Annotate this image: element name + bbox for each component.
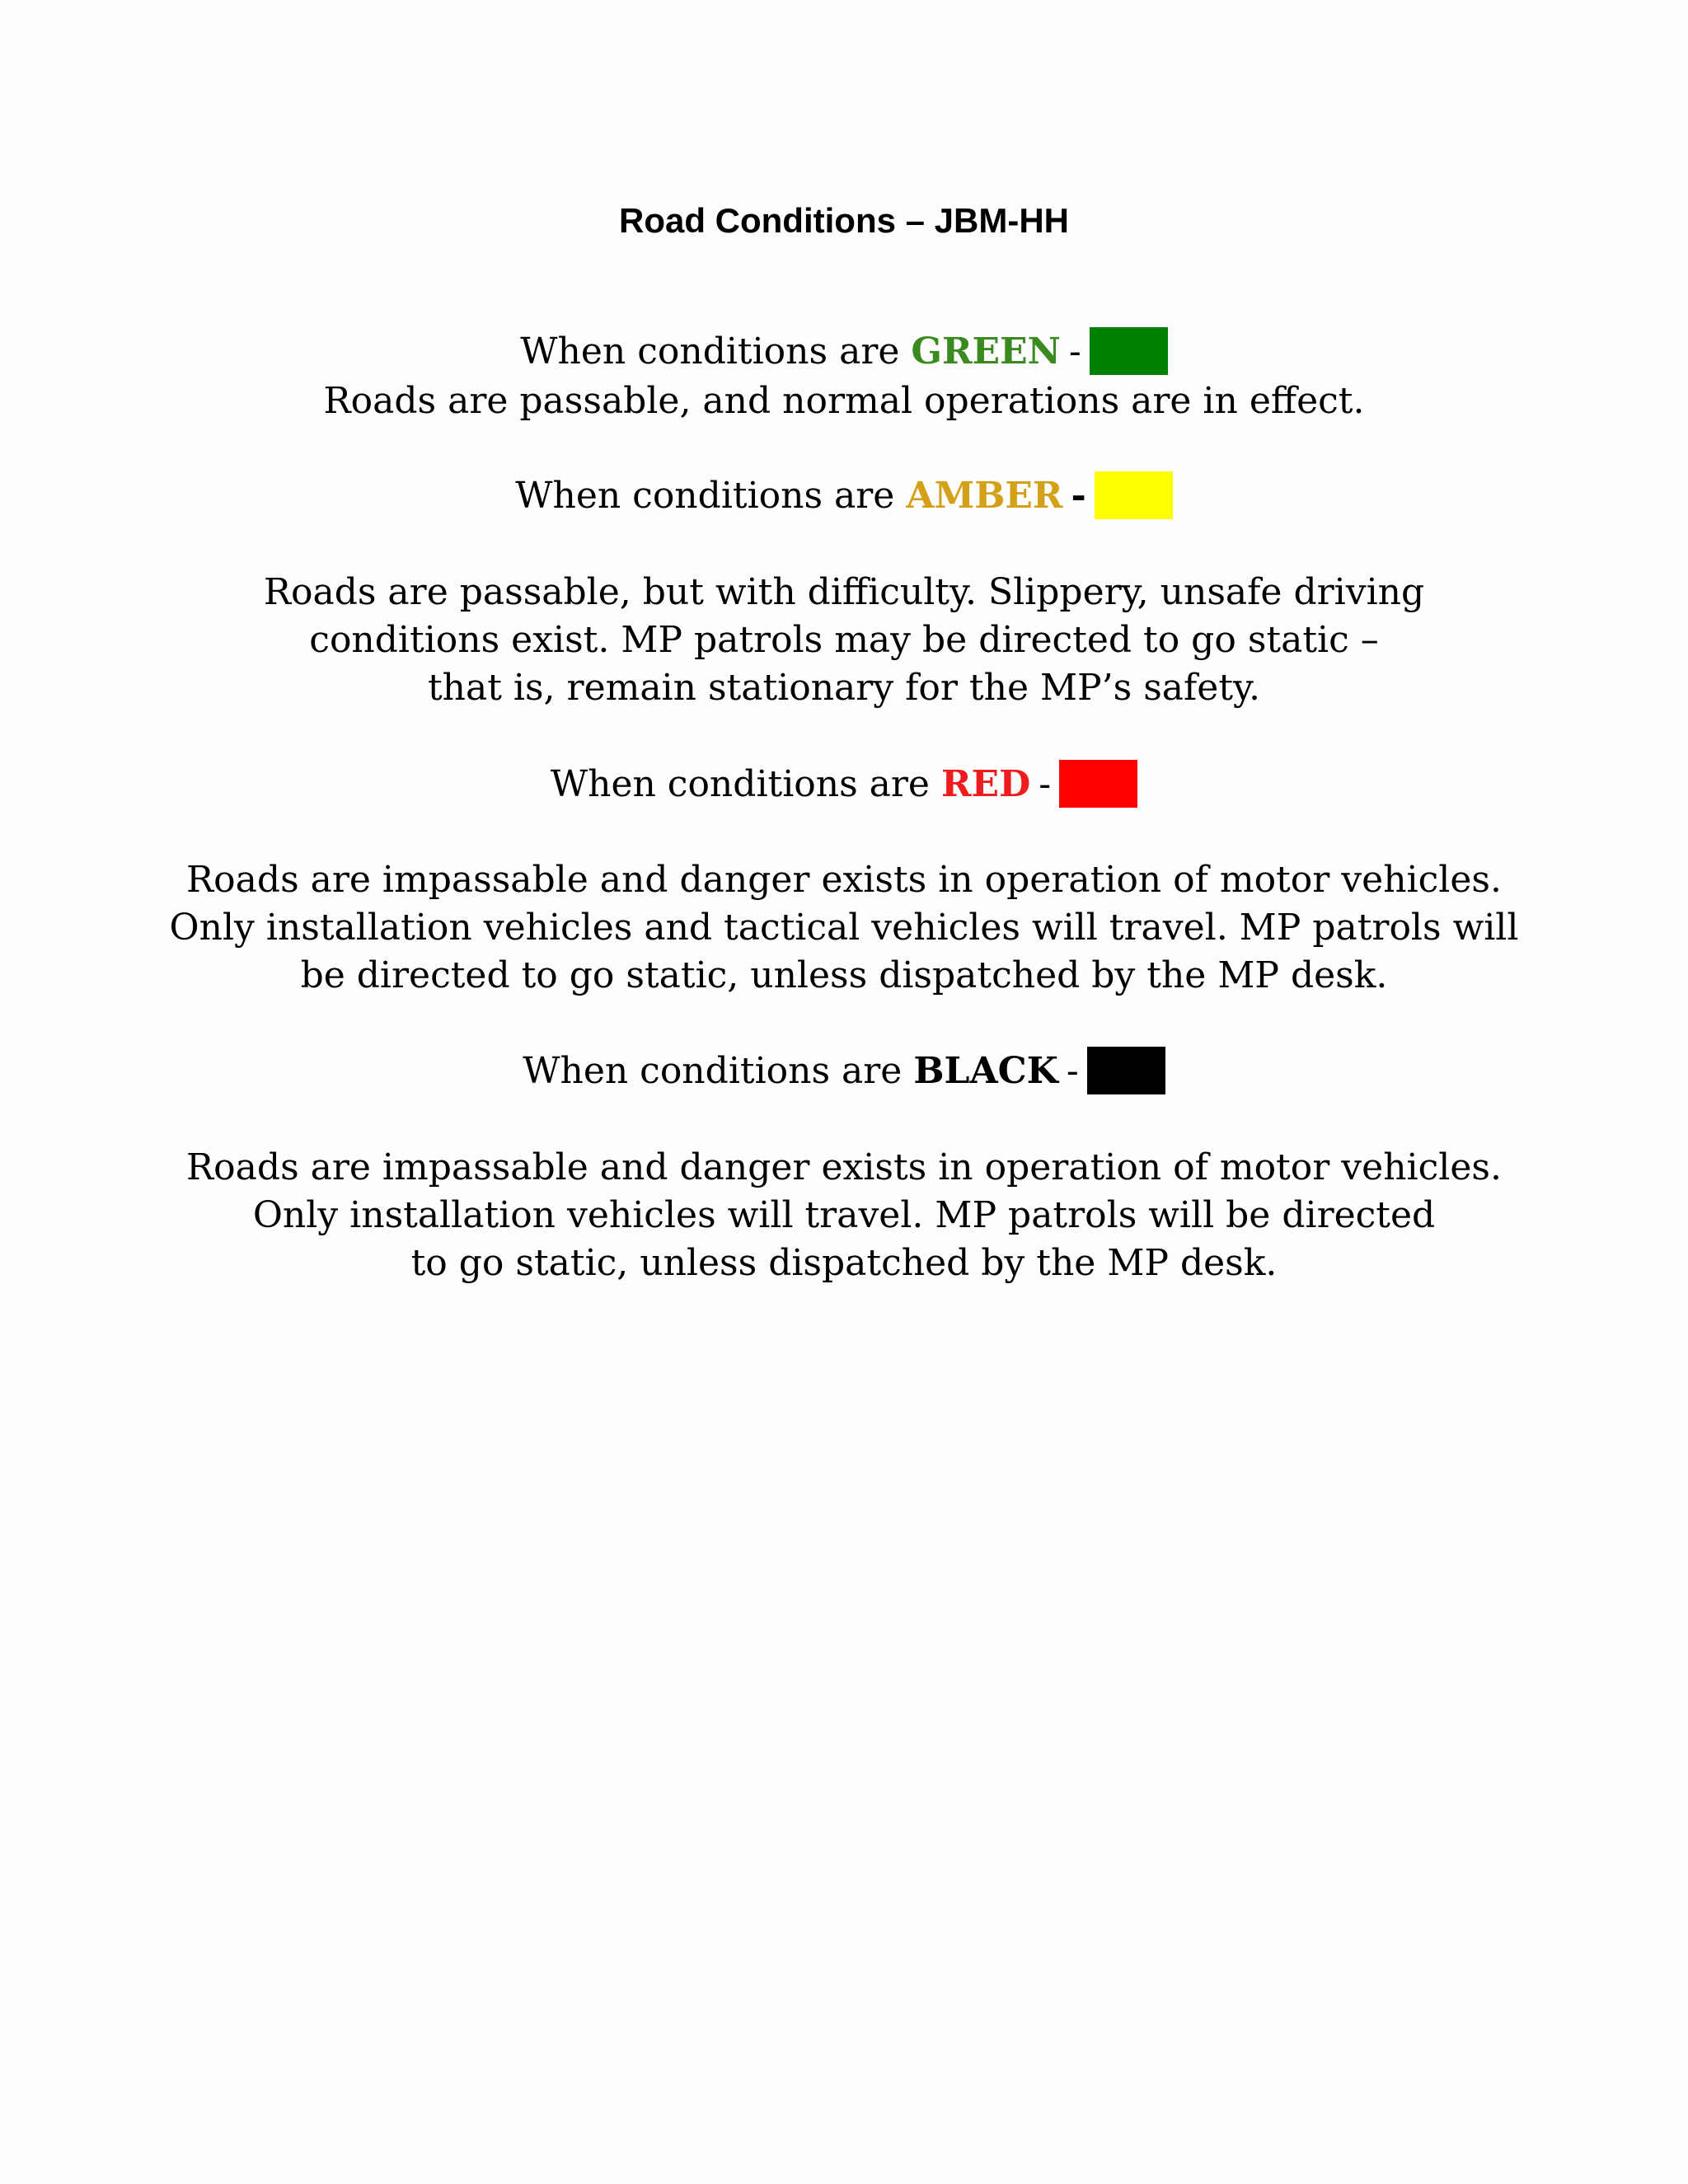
condition-level-red: RED <box>940 763 1031 805</box>
black-condition-description <box>0 1144 1688 1287</box>
heading-dash: - <box>1068 330 1081 373</box>
green-color-swatch <box>1090 327 1168 375</box>
heading-prefix: When conditions are <box>515 475 895 517</box>
red-condition-heading <box>0 761 1688 811</box>
amber-condition-description <box>0 569 1688 712</box>
red-condition-description <box>0 856 1688 1000</box>
condition-level-black: BLACK <box>913 1050 1058 1092</box>
description-line: Only installation vehicles and tactical vehicles will travel. MP patrols will <box>169 907 1519 949</box>
description-line: be directed to go static, unless dispatched by the MP desk. <box>300 954 1388 996</box>
amber-condition-heading <box>0 472 1688 523</box>
amber-color-swatch <box>1095 471 1173 519</box>
red-color-swatch <box>1059 760 1137 808</box>
heading-prefix: When conditions are <box>550 763 930 805</box>
black-color-swatch <box>1087 1047 1165 1094</box>
heading-dash: - <box>1071 475 1086 517</box>
description-line: Only installation vehicles will travel. MP patrols will be directed <box>252 1194 1436 1236</box>
page-title: Road Conditions – JBM-HH <box>619 201 1069 240</box>
black-condition-heading <box>0 1047 1688 1098</box>
heading-dash: - <box>1039 763 1052 805</box>
description-line: that is, remain stationary for the MP’s safety. <box>427 667 1261 709</box>
description-line: Roads are impassable and danger exists in operation of motor vehicles. <box>186 859 1502 901</box>
heading-prefix: When conditions are <box>520 330 900 373</box>
heading-dash: - <box>1066 1050 1079 1092</box>
description-line: to go static, unless dispatched by the MP desk. <box>410 1242 1278 1284</box>
description-line: Roads are passable, but with difficulty. Slippery, unsafe driving <box>263 571 1425 613</box>
condition-level-green: GREEN <box>911 330 1061 373</box>
description-line: conditions exist. MP patrols may be directed to go static – <box>309 619 1379 661</box>
condition-level-amber: AMBER <box>906 475 1063 517</box>
heading-prefix: When conditions are <box>523 1050 903 1092</box>
description-line: Roads are passable, and normal operations are in effect. <box>323 380 1365 422</box>
description-line: Roads are impassable and danger exists in operation of motor vehicles. <box>186 1146 1502 1188</box>
green-condition-heading <box>0 328 1688 378</box>
green-condition-description <box>0 377 1688 425</box>
